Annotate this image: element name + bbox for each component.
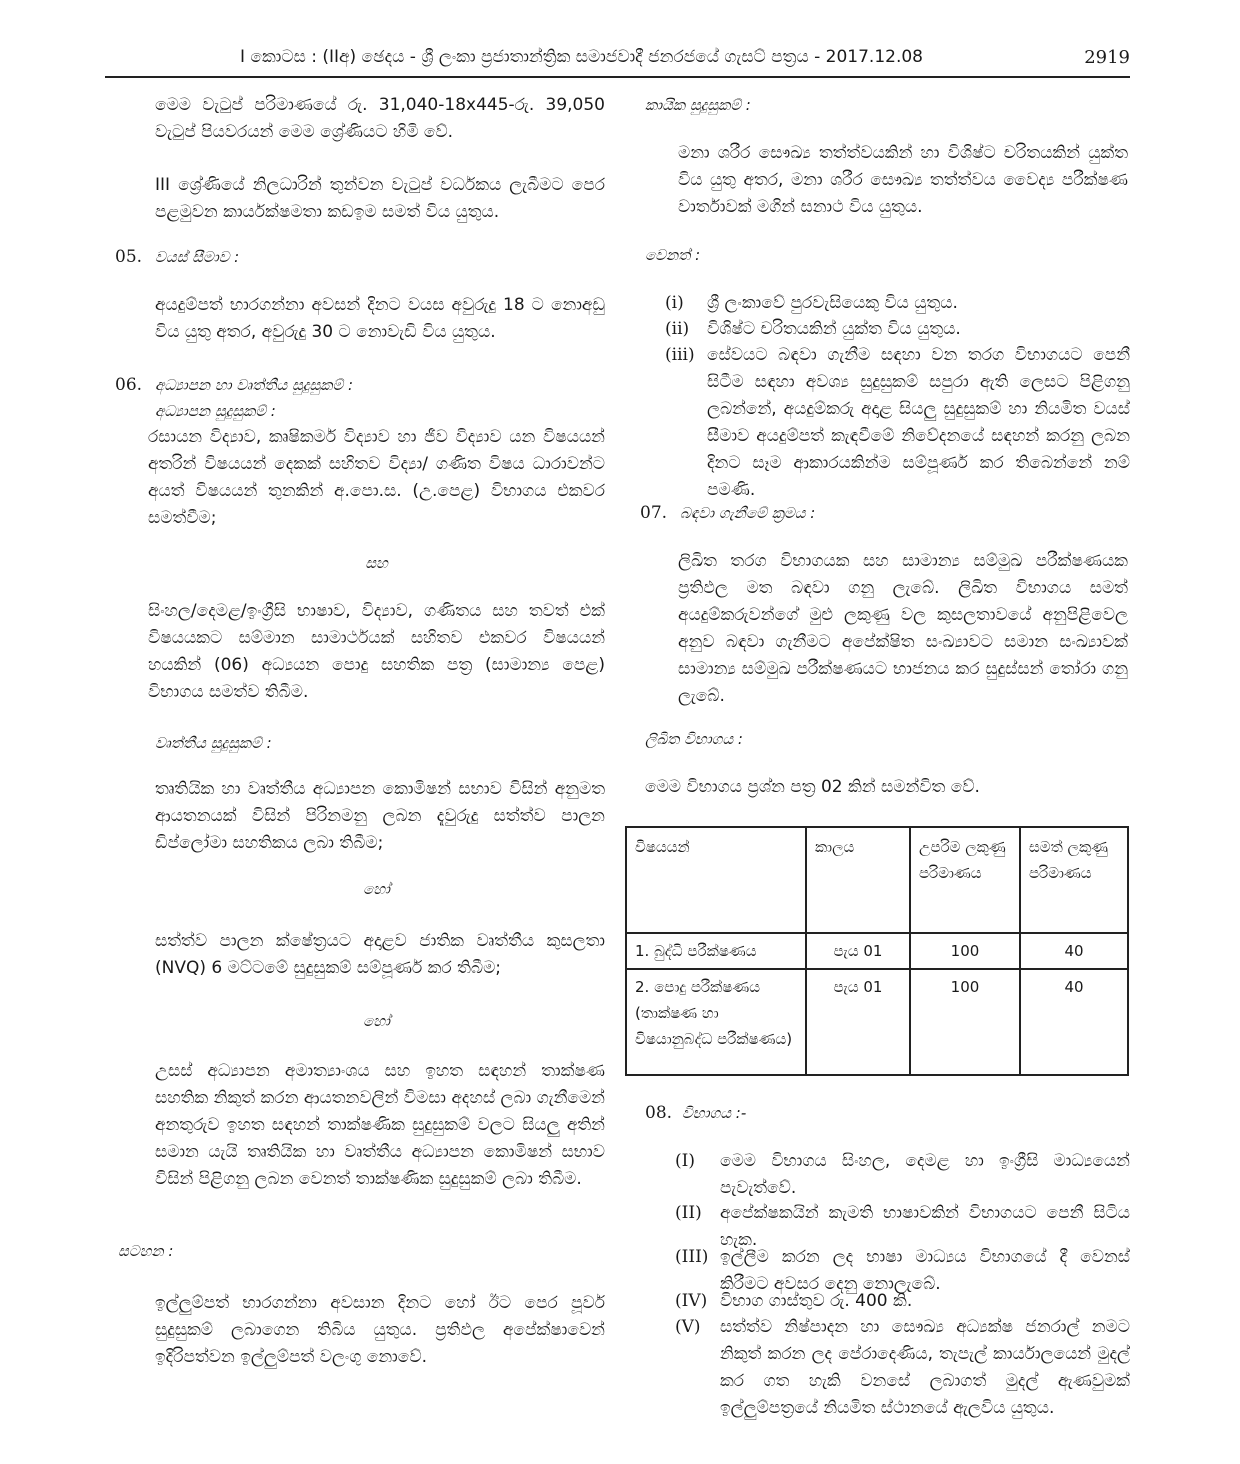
physical-heading: කායික සුදුසුකම් : <box>645 96 751 114</box>
table-row <box>626 933 1128 969</box>
table-cell: පැය 01 <box>806 933 910 969</box>
table-cell: 40 <box>1020 933 1128 969</box>
list-item <box>675 1288 1130 1314</box>
section-06-heading: අධ්‍යාපන හා වෘත්තීය සුදුසුකම් : <box>155 376 354 394</box>
recruitment-paragraph: ලිඛිත තරග විභාගයක සහ සාමාන්‍ය සම්මුඛ පරීක්ෂණයක ප්‍රතිඵල මත බඳවා ගනු ලැබේ. ලිඛිත විභාගය සමත් අයදුම්කරුවන්ගේ මුළු ලකුණු වල කුසලතාවයේ අනුපිළිවෙල අනුව බඳවා ගැනීමට අපේක්ෂිත සංඛ්‍යාවට සමාන සංඛ්‍යාවක් සාමාන්‍ය සම්මුඛ පරීක්ෂණයට භාජනය කර සුදුස්සන් තෝරා ගනු ලැබේ. <box>678 551 1128 706</box>
equivalent-qualification-paragraph: උසස් අධ්‍යාපන අමාත්‍යාංශය සහ ඉහත සඳහන් තාක්ෂණ සහතික නිකුත් කරන ආයතනවලින් විමසා අදහස් ලබා ගැනීමෙන් අනතුරුව ඉහත සඳහන් තාක්ෂණික සුදුසුකම් වලට සියලු අතින් සමාන යැයි තෘතියික හා වෘත්තීය අධ්‍යාපන කොමිෂන් සභාව විසින් පිළිගනු ලබන වෙනත් තාක්ෂණික සුදුසුකම් ලබා තිබීම. <box>155 1061 605 1189</box>
ol-qualification-paragraph: සිංහල/දෙමළ/ඉංග්‍රීසි භාෂාව, විද්‍යාව, ගණිතය සහ තවත් එක් විෂයයකට සම්මාන සාමාර්ථයක් සහිතව එකවර විෂයයන් හයකින් (06) අධ්‍යයන පොදු සහතික පත්‍ර (සාමාන්‍ය පෙළ) විභාගය සමත්ව තිබීම. <box>148 601 605 702</box>
list-item-number: (i) <box>665 293 684 313</box>
list-item <box>675 1244 1130 1294</box>
list-item-number: (ii) <box>665 319 690 339</box>
age-limit-paragraph: අයදුම්පත් භාරගන්නා අවසන් දිනට වයස අවුරුදු 18 ට නොඅඩු විය යුතු අතර, අවුරුදු 30 ට නොවැඩි විය යුතුය. <box>155 295 605 342</box>
salary-paragraph: මෙම වැටුප් පරිමාණයේ රු. 31,040-18x445-රු. 39,050 වැටුප් පියවරයන් මෙම ශ්‍රේණියට හිමි වේ. <box>155 95 605 142</box>
list-item-number: (V) <box>675 1317 701 1337</box>
table-cell: 100 <box>910 933 1020 969</box>
edu-qualifications-heading: අධ්‍යාපන සුදුසුකම් : <box>155 402 276 420</box>
table-row <box>626 969 1128 1075</box>
list-item-number: (iii) <box>665 345 695 365</box>
table-cell: 40 <box>1020 969 1128 1075</box>
list-item-text: සත්ත්ව නිෂ්පාදන හා සෞඛ්‍ය අධ්‍යක්ෂ ජනරාල් නමට නිකුත් කරන ලද පේරාදෙණිය, තැපැල් කාර්යාලයෙන් මුදල් කර ගත හැකි වනසේ ලබාගත් මුදල් ඇණවුමක් ඉල්ලුම්පත්‍රයේ නියමිත ස්ථානයේ ඇලවිය යුතුය. <box>720 1317 1130 1418</box>
column-header: සමත් ලකුණු පරිමාණය <box>1020 827 1128 933</box>
header-divider <box>105 76 1130 78</box>
list-item-text: ඉල්ලීම කරන ලද භාෂා මාධ්‍යය විභාගයේ දී වෙනස් කිරීමට අවසර දෙනු නොලැබේ. <box>720 1247 1130 1294</box>
nvq-paragraph: සත්ත්ව පාලන ක්ෂේත්‍රයට අදාළව ජාතික වෘත්තීය කුසලතා (NVQ) 6 මට්ටමේ සුදුසුකම් සම්පූර්ණ කර තිබීම; <box>155 931 605 978</box>
exam-rules-list <box>675 1148 1130 1424</box>
and-separator: සහ <box>365 554 388 572</box>
table-cell: පැය 01 <box>806 969 910 1075</box>
list-item-text: ශ්‍රී ලංකාවේ පුරවැසියෙකු විය යුතුය. <box>707 293 958 313</box>
list-item <box>675 1200 1130 1250</box>
gazette-title: I කොටස : (IIඅ) ඡෙදය - ශ්‍රී ලංකා ප්‍රජාතාන්ත්‍රික සමාජවාදී ජනරජයේ ගැසට් පත්‍රය - 2017.12.08 <box>240 47 923 67</box>
section-07-heading: බඳවා ගැනීමේ ක්‍රමය : <box>680 504 816 522</box>
written-exam-heading: ලිඛිත විභාගය : <box>645 730 743 748</box>
section-06-number: 06. <box>115 375 143 395</box>
list-item-text: මෙම විභාගය සිංහල, දෙමළ හා ඉංග්‍රීසි මාධ්‍යයෙන් පැවැත්වේ. <box>720 1151 1130 1198</box>
list-item <box>660 342 1130 500</box>
column-header: කාලය <box>806 827 910 933</box>
al-qualification-paragraph: රසායන විද්‍යාව, කෘෂිකර්ම විද්‍යාව හා ජීව විද්‍යාව යන විෂයයන් අතරින් විෂයයන් දෙකක් සහිතව විද්‍යා/ ගණිත විෂය ධාරාවන්ට අයත් විෂයයන් තුනකින් අ.පො.ස. (උ.පෙළ) විභාගය එකවර සමත්වීම; <box>148 427 605 528</box>
section-08-heading: විභාගය :- <box>682 1104 747 1122</box>
list-item <box>675 1148 1130 1200</box>
or-separator-2: හෝ <box>363 1012 390 1030</box>
section-08-number: 08. <box>645 1103 673 1123</box>
list-item <box>675 1314 1130 1424</box>
other-requirements-list <box>660 290 1130 500</box>
column-header: විෂයයන් <box>626 827 806 933</box>
list-item-number: (I) <box>675 1151 695 1171</box>
exam-table <box>625 826 1129 1076</box>
column-header: උපරිම ලකුණු පරිමාණය <box>910 827 1020 933</box>
page-number: 2919 <box>1084 47 1130 68</box>
increment-paragraph: III ශ්‍රේණියේ නිලධාරින් තුන්වන වැටුප් වර්ධකය ලැබීමට පෙර පළමුවන කාර්යක්ෂමතා කඩඉම සමත් විය යුතුය. <box>155 175 605 222</box>
list-item-text: විශිෂ්ට චරිතයකින් යුක්ත විය යුතුය. <box>707 319 961 339</box>
note-heading: සටහන : <box>118 1242 174 1260</box>
table-cell: 2. පොදු පරීක්ෂණය (තාක්ෂණ හා විෂයානුබද්ධ පරීක්ෂණය) <box>626 969 806 1075</box>
list-item-text: සේවයට බඳවා ගැනීම සඳහා වන තරග විභාගයට පෙනී සිටීම සඳහා අවශ්‍ය සුදුසුකම් සපුරා ඇති ලෙසට පිළිගනු ලබන්නේ, අයදුම්කරු අදාළ සියලු සුදුසුකම් හා නියමිත වයස් සීමාව අයදුම්පත් කැඳවීමේ නිවේදනයේ සඳහන් කරනු ලබන දිනට සෑම ආකාරයකින්ම සම්පූර්ණ කර තිබෙන්නේ නම් පමණි. <box>707 345 1130 500</box>
list-item-number: (II) <box>675 1203 702 1223</box>
list-item-number: (IV) <box>675 1291 708 1311</box>
written-exam-paragraph: මෙම විභාගය ප්‍රශ්න පත්‍ර 02 කින් සමන්විත වේ. <box>645 777 980 797</box>
section-05-heading: වයස් සීමාව : <box>155 248 240 266</box>
other-heading: වෙනත් : <box>645 246 701 264</box>
gazette-header <box>105 42 1130 72</box>
table-cell: 100 <box>910 969 1020 1075</box>
list-item <box>660 290 1130 316</box>
diploma-paragraph: තෘතියික හා වෘත්තීය අධ්‍යාපන කොමිෂන් සභාව විසින් අනුමත ආයතනයක් විසින් පිරිනමනු ලබන දැවුරුදු සත්ත්ව පාලන ඩිප්ලෝමා සහතිකය ලබා තිබීම; <box>155 779 605 853</box>
physical-paragraph: මනා ශරීර සෞඛ්‍ය තත්ත්වයකින් හා විශිෂ්ට චරිතයකින් යුක්ත විය යුතු අතර, මනා ශරීර සෞඛ්‍ය තත්ත්වය වෛද්‍ය පරීක්ෂණ වාර්තාවක් මගින් සනාථ විය යුතුය. <box>678 143 1128 217</box>
vocational-heading: වෘත්තීය සුදුසුකම් : <box>155 734 272 752</box>
table-header-row <box>626 827 1128 933</box>
list-item-text: අපේක්ෂකයින් කැමති භාෂාවකින් විභාගයට පෙනී සිටිය හැක. <box>720 1203 1130 1250</box>
section-05-number: 05. <box>115 247 143 267</box>
list-item-number: (III) <box>675 1247 709 1267</box>
table-cell: 1. බුද්ධි පරීක්ෂණය <box>626 933 806 969</box>
list-item <box>660 316 1130 342</box>
note-paragraph: ඉල්ලුම්පත් භාරගන්නා අවසාන දිනට හෝ ඊට පෙර පූර්ව සුදුසුකම් ලබාගෙන තිබිය යුතුය. ප්‍රතිඵල අපේක්ෂාවෙන් ඉදිරිපත්වන ඉල්ලුම්පත් වලංගු නොවේ. <box>155 1293 605 1367</box>
list-item-text: විභාග ගාස්තුව රු. 400 කි. <box>720 1291 913 1311</box>
section-07-number: 07. <box>640 503 668 523</box>
or-separator-1: හෝ <box>363 880 390 898</box>
